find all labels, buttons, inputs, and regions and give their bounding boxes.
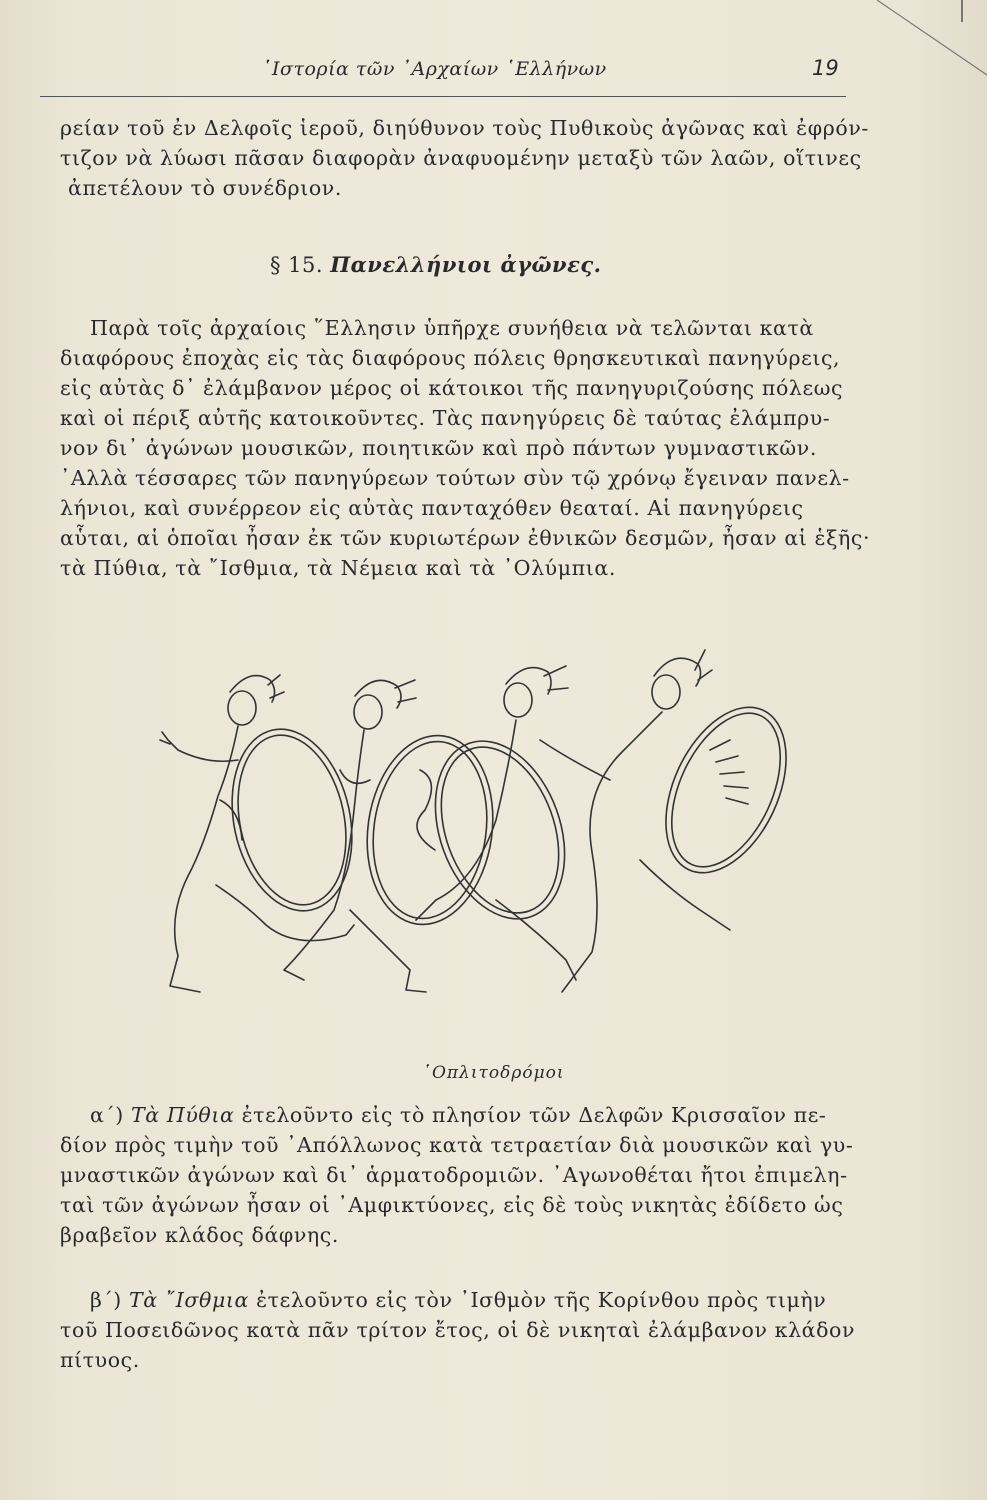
shield-icon <box>412 723 588 937</box>
item-term: Τὰ ῎Ισθμια <box>129 1288 249 1312</box>
figure-caption: ῾Οπλιτοδρόμοι <box>422 1063 565 1083</box>
text-line: τὰ Πύθια, τὰ ῎Ισθμια, τὰ Νέμεια καὶ τὰ ᾿Ολύμπια. <box>60 556 616 580</box>
page-header <box>0 58 987 88</box>
running-title: ῾Ιστορία τῶν ᾿Αρχαίων ῾Ελλήνων <box>262 58 607 80</box>
text-line: εἰς αὐτὰς δ᾿ ἐλάμβανον μέρος οἱ κάτοικοι τῆς πανηγυριζούσης πόλεως <box>60 376 844 400</box>
text-line: δίον πρὸς τιμὴν τοῦ ᾿Απόλλωνος κατὰ τετραετίαν διὰ μουσικῶν καὶ γυ- <box>60 1133 854 1157</box>
section-number: § 15. <box>270 253 324 277</box>
shield-icon <box>355 727 504 932</box>
item-a-paragraph <box>60 1100 854 1250</box>
item-b-paragraph <box>60 1285 856 1375</box>
runner-figure <box>160 675 354 992</box>
item-text: ἐτελοῦντο εἰς τὸν ᾿Ισθμὸν τῆς Κορίνθου πρὸς τιμὴν <box>256 1288 827 1312</box>
shield-icon <box>642 688 811 891</box>
item-marker: α΄) <box>90 1103 124 1127</box>
runner-figure <box>284 680 426 992</box>
text-line: καὶ οἱ πέριξ αὐτῆς κατοικοῦντες. Τὰς πανηγύρεις δὲ ταύτας ἐλάμπρυ- <box>60 406 831 430</box>
section-title: Πανελλήνιοι ἀγῶνες. <box>330 252 602 277</box>
text-line: βραβεῖον κλάδος δάφνης. <box>60 1223 339 1247</box>
text-line <box>60 1100 850 1130</box>
runner-figure <box>416 666 610 980</box>
text-line: νον δι᾿ ἀγώνων μουσικῶν, ποιητικῶν καὶ πρὸ πάντων γυμναστικῶν. <box>60 436 817 460</box>
text-line: ταὶ τῶν ἀγώνων ἦσαν οἱ ᾿Αμφικτύονες, εἰς δὲ τοὺς νικητὰς ἐδίδετο ὡς <box>60 1193 844 1217</box>
header-rule <box>40 96 846 97</box>
text-line <box>60 1285 850 1315</box>
shield-icon <box>216 718 368 922</box>
hoplite-runners-illustration <box>120 640 880 1060</box>
text-line: τοῦ Ποσειδῶνος κατὰ πᾶν τρίτον ἔτος, οἱ δὲ νικηταὶ ἐλάμβανον κλάδον <box>60 1318 856 1342</box>
text-line: ᾿Αλλὰ τέσσαρες τῶν πανηγύρεων τούτων σὺν τῷ χρόνῳ ἔγειναν πανελ- <box>60 466 850 490</box>
text-line: αὗται, αἱ ὁποῖαι ἦσαν ἐκ τῶν κυριωτέρων ἐθνικῶν δεσμῶν, ἦσαν αἱ ἑξῆς· <box>60 526 871 550</box>
text-line: ἀπετέλουν τὸ συνέδριον. <box>68 176 342 200</box>
section-heading <box>270 252 602 277</box>
item-text: ἐτελοῦντο εἰς τὸ πλησίον τῶν Δελφῶν Κρισσαῖον πε- <box>241 1103 827 1127</box>
text-line: λήνιοι, καὶ συνέρρεον εἰς αὐτὰς πανταχόθεν θεαταί. Αἱ πανηγύρεις <box>60 496 804 520</box>
page-number: 19 <box>812 56 839 80</box>
text-line: Παρὰ τοῖς ἀρχαίοις ῞Ελλησιν ὑπῆρχε συνήθεια νὰ τελῶνται κατὰ <box>90 316 814 340</box>
text-line: διαφόρους ἐποχὰς εἰς τὰς διαφόρους πόλεις θρησκευτικαὶ πανηγύρεις, <box>60 346 841 370</box>
item-term: Τὰ Πύθια <box>131 1103 235 1127</box>
text-line: μναστικῶν ἀγώνων καὶ δι᾿ ἁρματοδρομιῶν. ᾿Αγωνοθέται ἤτοι ἐπιμελη- <box>60 1163 848 1187</box>
runner-figure <box>562 650 730 992</box>
intro-paragraph <box>60 113 869 203</box>
item-marker: β΄) <box>90 1288 122 1312</box>
text-line: τιζον νὰ λύωσι πᾶσαν διαφορὰν ἀναφυομένην μεταξὺ τῶν λαῶν, οἵτινες <box>60 146 862 170</box>
text-line: πίτυος. <box>60 1348 140 1372</box>
main-paragraph <box>60 313 871 583</box>
text-line: ρείαν τοῦ ἐν Δελφοῖς ἱεροῦ, διηύθυνον τοὺς Πυθικοὺς ἀγῶνας καὶ ἐφρόν- <box>60 116 869 140</box>
